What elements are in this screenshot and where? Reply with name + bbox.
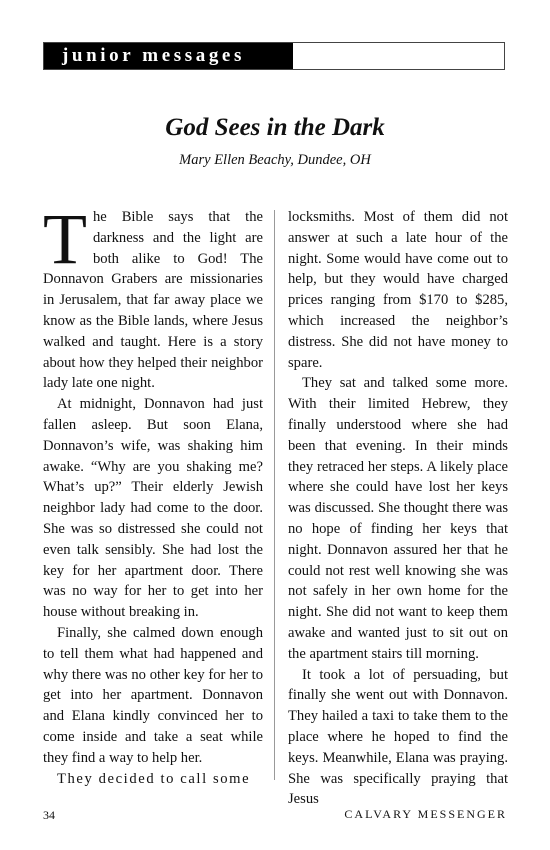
article-title: God Sees in the Dark xyxy=(165,114,385,141)
article-byline: Mary Ellen Beachy, Dundee, OH xyxy=(179,152,371,168)
column-divider xyxy=(274,210,275,780)
paragraph-4-start: They decided to call some xyxy=(57,770,251,787)
paragraph-2: At midnight, Donnavon had just fallen asleep. But soon Elana, Donnavon’s wife, was shaking him awake. “Why are you shaking me? What’s up?” Their elderly Jewish neighbor lady had come to the door. She was so distressed she could not even talk sensibly. She had lost the key for her apartment door. There was no way for her to get into her house without breaking in. xyxy=(43,396,263,621)
page-number: 34 xyxy=(43,808,55,822)
paragraph-4-continued: locksmiths. Most of them did not answer at such a late hour of the night. Some would have come out to help, but they would have charged prices ranging from $170 to $285, which increased the neighbor’s distress. She did not have money to spare. xyxy=(288,209,508,371)
paragraph-1-text: he Bible says that the darkness and the light are both alike to God! The Donnavon Grabers are missionaries in Jerusalem, that far away place we know as the Bible lands, where Jesus walked and taught. Here is a story about how they helped their neighbor lady late one night. xyxy=(43,209,263,392)
paragraph-3: Finally, she calmed down enough to tell them what had happened and why there was no other key for her to get into her apartment. Donnavon and Elana kindly convinced her to come inside and take a seat while they find a way to help her. xyxy=(43,624,263,766)
section-header xyxy=(43,42,505,70)
drop-cap: T xyxy=(43,199,87,279)
article-column-left xyxy=(43,199,263,789)
magazine-name: CALVARY MESSENGER xyxy=(344,807,507,821)
paragraph-1 xyxy=(43,199,263,394)
paragraph-6: It took a lot of persuading, but finally she went out with Donnavon. They hailed a taxi to take them to the place where he hoped to find the keys. Meanwhile, Elana was praying. She was specifically praying that Jesus xyxy=(288,666,508,808)
paragraph-5: They sat and talked some more. With their limited Hebrew, they finally understood where she had been that evening. In their minds they retraced her steps. A likely place where she could have lost her keys was discussed. She thought there was no hope of finding her keys that night. Donnavon assured her that he could not rest well knowing she was not safely in her own home for the night. She did not want to keep them awake and wanted just to sit out on the apartment stairs till morning. xyxy=(288,375,508,662)
section-label: junior messages xyxy=(44,43,293,69)
article-column-right xyxy=(288,207,508,810)
